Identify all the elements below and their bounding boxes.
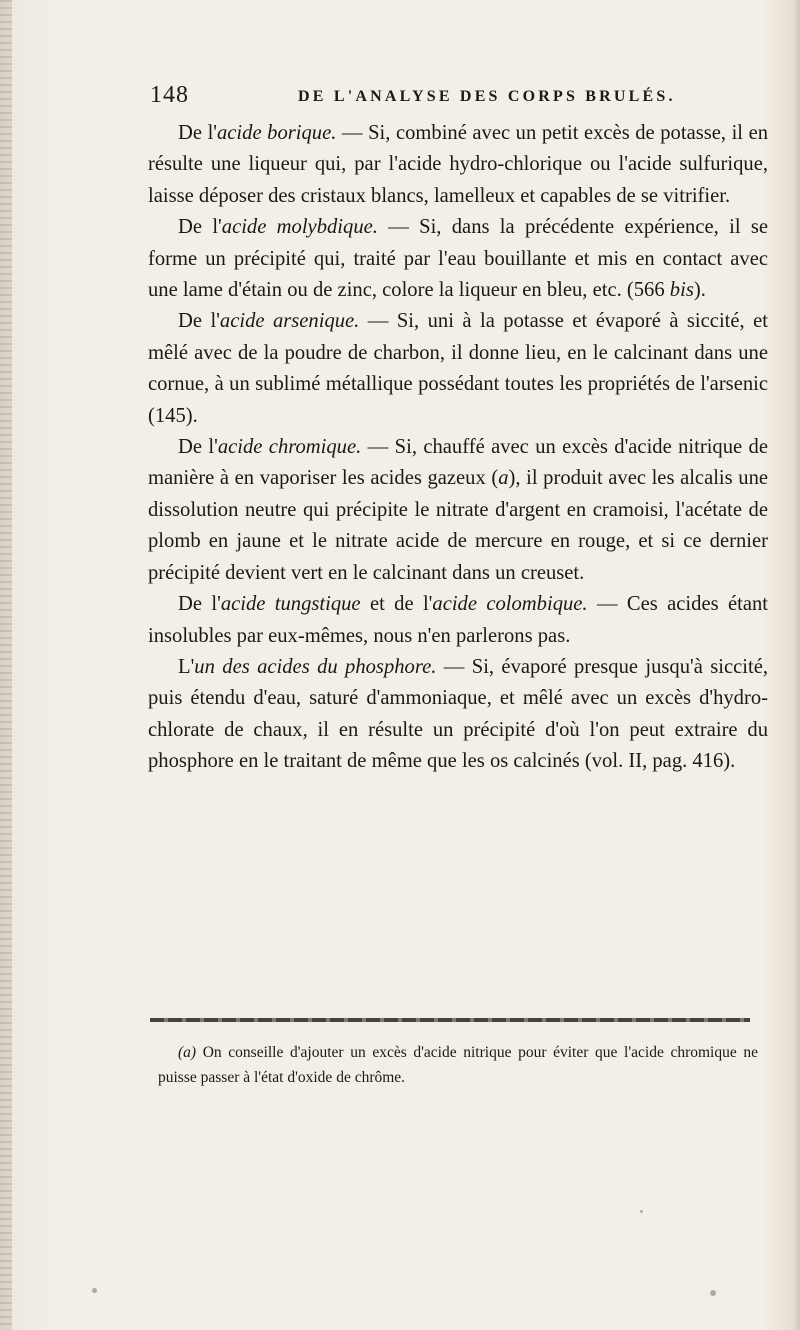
paragraph-phosphore bbox=[148, 652, 768, 778]
italic-inline: bis bbox=[669, 279, 694, 302]
para-text: — Si, évaporé presque jusqu'à siccité, puis étendu d'eau, saturé d'ammoniaque, et mêlé avec un excès d'hydro-chlorate de chaux, il en résulte un précipité d'où l'on peut extraire du phosphore en le traitant de même que les os calcinés (vol. II, pag. 416). bbox=[148, 655, 768, 773]
footnote-divider bbox=[150, 1018, 750, 1022]
para-text: — Si, dans la précédente expérience, il se forme un précipité qui, traité par l'eau bouillante et mis en contact avec une lame d'étain ou de zinc, colore la liqueur en bleu, etc. (566 bbox=[148, 216, 769, 302]
term-italic: acide chromique. bbox=[217, 436, 362, 459]
para-mid: et de l' bbox=[360, 593, 433, 616]
paragraph-borique bbox=[148, 118, 768, 212]
running-title: DE L'ANALYSE DES CORPS BRULÉS. bbox=[298, 88, 676, 105]
paper-speck bbox=[710, 1290, 716, 1296]
para-lead: L' bbox=[178, 655, 195, 678]
term-italic: un des acides du phosphore. bbox=[194, 655, 437, 678]
term-italic: acide tungstique bbox=[220, 593, 361, 616]
para-lead: De l' bbox=[178, 122, 217, 144]
paper-speck bbox=[640, 1210, 643, 1213]
paper-speck bbox=[92, 1288, 97, 1293]
page-header bbox=[150, 82, 760, 112]
para-text-end: ). bbox=[693, 279, 706, 302]
para-lead: De l' bbox=[178, 436, 218, 459]
para-text: — Ces acides étant insolubles par eux-mêmes, nous n'en parlerons pas. bbox=[148, 593, 768, 647]
para-text: — Si, chauffé avec un excès d'acide nitrique de manière à en vaporiser les acides gazeux ( bbox=[148, 436, 768, 490]
paragraph-tungstique bbox=[148, 589, 768, 652]
term-italic: acide arsenique. bbox=[219, 310, 360, 333]
footnote bbox=[158, 1040, 758, 1090]
paragraph-chromique bbox=[148, 432, 768, 589]
para-lead: De l' bbox=[178, 593, 221, 616]
para-text: — Si, uni à la potasse et évaporé à siccité, et mêlé avec de la poudre de charbon, il donne lieu, en le calcinant dans une cornue, à un sublimé métallique possédant toutes les propriétés de l'arsenic (145). bbox=[148, 310, 768, 427]
para-text: — Si, combiné avec un petit excès de potasse, il en résulte une liqueur qui, par l'acide hydro-chlorique ou l'acide sulfurique, laisse déposer des cristaux blancs, lamelleux et capables de se vitrifier. bbox=[148, 122, 769, 207]
body-text bbox=[148, 118, 768, 778]
footnote-text: On conseille d'ajouter un excès d'acide nitrique pour éviter que l'acide chromique ne puisse passer à l'état d'oxide de chrôme. bbox=[158, 1044, 758, 1086]
term-italic: acide molybdique. bbox=[221, 216, 378, 239]
term-italic-2: acide colombique. bbox=[432, 593, 588, 616]
term-italic: acide borique. bbox=[217, 122, 337, 144]
book-spine-edge bbox=[0, 0, 12, 1330]
para-lead: De l' bbox=[178, 216, 222, 239]
paragraph-molybdique bbox=[148, 212, 768, 306]
footnote-paragraph bbox=[158, 1040, 758, 1090]
para-lead: De l' bbox=[178, 310, 220, 333]
paragraph-arsenique bbox=[148, 306, 768, 432]
page-number: 148 bbox=[150, 82, 189, 108]
para-text-end: ), il produit avec les alcalis une dissolution neutre qui précipite le nitrate d'argent en cramoisi, l'acétate de plomb en jaune et le nitrate acide de mercure en rouge, et si ce dernier précipité devient vert en le calcinant dans un creuset. bbox=[148, 467, 769, 584]
footnote-ref: a bbox=[498, 467, 509, 490]
footnote-marker: (a) bbox=[178, 1044, 197, 1061]
